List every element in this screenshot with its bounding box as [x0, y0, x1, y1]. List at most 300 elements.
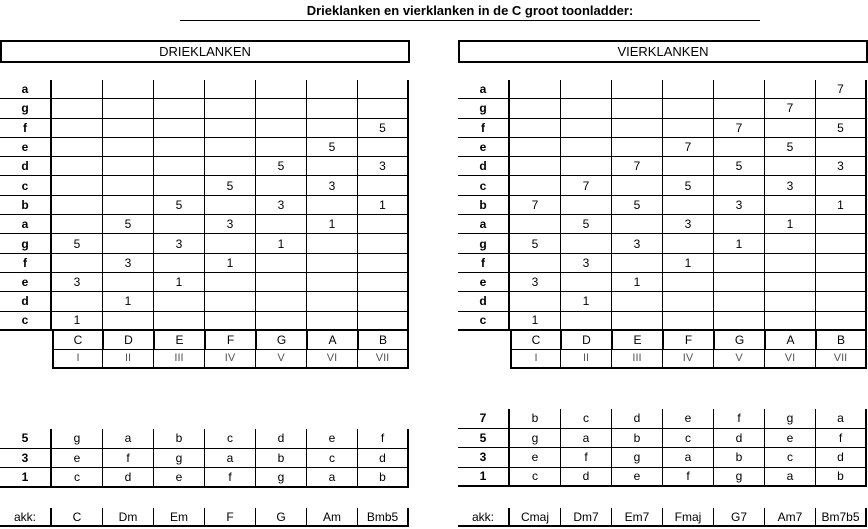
sevenths-interval-cell[interactable] — [816, 234, 867, 253]
sevenths-interval-cell[interactable] — [816, 215, 867, 234]
sevenths-interval-cell[interactable] — [612, 254, 663, 273]
triads-interval-cell[interactable] — [52, 215, 103, 234]
sevenths-interval-cell[interactable] — [561, 119, 612, 138]
sevenths-tone-note[interactable]: c — [663, 429, 714, 449]
triads-chord-name[interactable]: F — [205, 508, 256, 527]
sevenths-key-cell[interactable]: B — [816, 331, 867, 350]
sevenths-note-label[interactable]: d — [458, 157, 510, 176]
triads-note-label[interactable]: f — [0, 119, 52, 138]
triads-interval-cell[interactable]: 3 — [52, 273, 103, 292]
triads-interval-cell[interactable] — [307, 292, 358, 311]
triads-interval-cell[interactable] — [358, 292, 409, 311]
triads-interval-cell[interactable] — [52, 176, 103, 195]
triads-chord-name[interactable]: Bmb5 — [358, 508, 409, 527]
sevenths-degree-cell[interactable]: II — [561, 350, 612, 369]
sevenths-key-cell[interactable]: E — [612, 331, 663, 350]
sevenths-tone-note[interactable]: d — [612, 409, 663, 429]
triads-interval-cell[interactable] — [358, 234, 409, 253]
sevenths-note-label[interactable]: g — [458, 234, 510, 253]
triads-tone-note[interactable]: g — [256, 468, 307, 488]
sevenths-interval-cell[interactable] — [612, 176, 663, 195]
triads-note-label[interactable]: g — [0, 99, 52, 118]
sevenths-interval-cell[interactable] — [765, 292, 816, 311]
triads-note-label[interactable]: c — [0, 312, 52, 331]
sevenths-tone-note[interactable]: f — [714, 409, 765, 429]
sevenths-interval-cell[interactable]: 5 — [816, 119, 867, 138]
triads-interval-cell[interactable] — [205, 196, 256, 215]
triads-interval-cell[interactable] — [358, 176, 409, 195]
triads-interval-cell[interactable] — [154, 99, 205, 118]
sevenths-interval-cell[interactable] — [765, 273, 816, 292]
sevenths-chord-name[interactable]: Am7 — [765, 508, 816, 527]
sevenths-degree-cell[interactable]: VI — [765, 350, 816, 369]
triads-interval-cell[interactable] — [205, 273, 256, 292]
triads-chord-name[interactable]: Am — [307, 508, 358, 527]
sevenths-interval-cell[interactable] — [561, 234, 612, 253]
triads-degree-cell[interactable]: V — [256, 350, 307, 369]
sevenths-interval-cell[interactable] — [714, 292, 765, 311]
triads-key-cell[interactable]: A — [307, 331, 358, 350]
sevenths-interval-cell[interactable] — [663, 119, 714, 138]
sevenths-interval-cell[interactable]: 7 — [714, 119, 765, 138]
sevenths-key-cell[interactable]: C — [510, 331, 561, 350]
triads-interval-cell[interactable] — [103, 80, 154, 99]
sevenths-interval-cell[interactable] — [612, 119, 663, 138]
triads-key-cell[interactable]: B — [358, 331, 409, 350]
triads-tone-note[interactable]: c — [307, 449, 358, 469]
triads-interval-cell[interactable] — [154, 157, 205, 176]
sevenths-degree-cell[interactable]: IV — [663, 350, 714, 369]
triads-interval-cell[interactable] — [103, 157, 154, 176]
sevenths-interval-cell[interactable]: 3 — [765, 176, 816, 195]
triads-interval-cell[interactable]: 5 — [358, 119, 409, 138]
sevenths-interval-cell[interactable] — [816, 99, 867, 118]
sevenths-tone-note[interactable]: c — [510, 468, 561, 488]
sevenths-chord-name[interactable]: Bm7b5 — [816, 508, 867, 527]
triads-interval-cell[interactable]: 5 — [52, 234, 103, 253]
triads-tone-note[interactable]: g — [154, 449, 205, 469]
sevenths-interval-cell[interactable] — [510, 215, 561, 234]
triads-interval-cell[interactable] — [307, 80, 358, 99]
triads-note-label[interactable]: d — [0, 292, 52, 311]
triads-key-cell[interactable]: E — [154, 331, 205, 350]
sevenths-interval-cell[interactable] — [765, 119, 816, 138]
sevenths-interval-cell[interactable] — [510, 254, 561, 273]
sevenths-interval-cell[interactable] — [765, 234, 816, 253]
triads-key-cell[interactable]: F — [205, 331, 256, 350]
triads-interval-cell[interactable] — [103, 138, 154, 157]
sevenths-chord-label[interactable]: akk: — [458, 508, 510, 527]
triads-interval-cell[interactable] — [52, 138, 103, 157]
sevenths-interval-cell[interactable] — [510, 99, 561, 118]
triads-tone-note[interactable]: a — [205, 449, 256, 469]
triads-tone-note[interactable]: b — [256, 449, 307, 469]
triads-tone-note[interactable]: b — [154, 429, 205, 449]
triads-interval-cell[interactable] — [103, 99, 154, 118]
triads-interval-cell[interactable] — [103, 234, 154, 253]
triads-tone-note[interactable]: d — [358, 449, 409, 469]
sevenths-interval-cell[interactable] — [714, 138, 765, 157]
sevenths-tone-note[interactable]: b — [714, 448, 765, 468]
sevenths-interval-cell[interactable] — [561, 138, 612, 157]
triads-interval-cell[interactable] — [154, 254, 205, 273]
sevenths-interval-cell[interactable] — [816, 176, 867, 195]
sevenths-interval-cell[interactable] — [561, 273, 612, 292]
triads-interval-cell[interactable]: 5 — [103, 215, 154, 234]
sevenths-interval-cell[interactable]: 1 — [816, 196, 867, 215]
triads-note-label[interactable]: e — [0, 138, 52, 157]
sevenths-interval-cell[interactable] — [561, 99, 612, 118]
sevenths-tone-label[interactable]: 1 — [458, 468, 510, 488]
triads-interval-cell[interactable] — [154, 312, 205, 331]
triads-interval-cell[interactable] — [358, 80, 409, 99]
triads-tone-note[interactable]: d — [256, 429, 307, 449]
sevenths-chord-name[interactable]: Dm7 — [561, 508, 612, 527]
triads-interval-cell[interactable] — [154, 176, 205, 195]
sevenths-header[interactable]: VIERKLANKEN — [458, 40, 868, 63]
triads-interval-cell[interactable] — [307, 312, 358, 331]
triads-interval-cell[interactable]: 5 — [256, 157, 307, 176]
sevenths-interval-cell[interactable] — [714, 312, 765, 331]
sevenths-interval-cell[interactable] — [510, 138, 561, 157]
triads-degree-cell[interactable]: VII — [358, 350, 409, 369]
triads-interval-cell[interactable] — [52, 292, 103, 311]
sevenths-interval-cell[interactable]: 5 — [561, 215, 612, 234]
triads-interval-cell[interactable]: 1 — [256, 234, 307, 253]
sevenths-interval-cell[interactable] — [714, 176, 765, 195]
sevenths-interval-cell[interactable] — [612, 80, 663, 99]
sevenths-note-label[interactable]: e — [458, 273, 510, 292]
sevenths-interval-cell[interactable] — [510, 80, 561, 99]
triads-interval-cell[interactable] — [205, 312, 256, 331]
triads-degree-cell[interactable]: II — [103, 350, 154, 369]
sevenths-interval-cell[interactable] — [561, 157, 612, 176]
triads-interval-cell[interactable] — [205, 292, 256, 311]
triads-interval-cell[interactable] — [52, 157, 103, 176]
sevenths-interval-cell[interactable]: 3 — [714, 196, 765, 215]
sevenths-tone-label[interactable]: 3 — [458, 448, 510, 468]
triads-interval-cell[interactable] — [103, 196, 154, 215]
sevenths-degree-cell[interactable]: VII — [816, 350, 867, 369]
sevenths-interval-cell[interactable]: 1 — [510, 312, 561, 331]
triads-interval-cell[interactable] — [256, 292, 307, 311]
sevenths-note-label[interactable]: g — [458, 99, 510, 118]
sevenths-key-cell[interactable]: D — [561, 331, 612, 350]
sevenths-interval-cell[interactable] — [663, 80, 714, 99]
sevenths-tone-note[interactable]: e — [612, 468, 663, 488]
sevenths-interval-cell[interactable]: 1 — [561, 292, 612, 311]
triads-interval-cell[interactable]: 1 — [52, 312, 103, 331]
sevenths-interval-cell[interactable] — [510, 157, 561, 176]
triads-interval-cell[interactable] — [307, 157, 358, 176]
triads-interval-cell[interactable] — [154, 138, 205, 157]
sevenths-interval-cell[interactable] — [765, 312, 816, 331]
triads-interval-cell[interactable]: 1 — [205, 254, 256, 273]
sevenths-tone-note[interactable]: e — [663, 409, 714, 429]
sevenths-note-label[interactable]: c — [458, 312, 510, 331]
sevenths-interval-cell[interactable]: 3 — [561, 254, 612, 273]
sevenths-note-label[interactable]: d — [458, 292, 510, 311]
sevenths-interval-cell[interactable]: 5 — [714, 157, 765, 176]
triads-note-label[interactable]: d — [0, 157, 52, 176]
triads-interval-cell[interactable] — [358, 138, 409, 157]
sevenths-note-label[interactable]: e — [458, 138, 510, 157]
triads-interval-cell[interactable] — [307, 234, 358, 253]
triads-note-label[interactable]: a — [0, 215, 52, 234]
sevenths-interval-cell[interactable]: 1 — [663, 254, 714, 273]
sevenths-interval-cell[interactable] — [663, 157, 714, 176]
sevenths-interval-cell[interactable] — [612, 138, 663, 157]
triads-chord-name[interactable]: Dm — [103, 508, 154, 527]
sevenths-degree-cell[interactable]: V — [714, 350, 765, 369]
sevenths-interval-cell[interactable]: 5 — [510, 234, 561, 253]
sevenths-interval-cell[interactable] — [714, 273, 765, 292]
sevenths-interval-cell[interactable] — [561, 196, 612, 215]
triads-degree-cell[interactable]: VI — [307, 350, 358, 369]
triads-tone-note[interactable]: e — [154, 468, 205, 488]
sevenths-interval-cell[interactable]: 1 — [612, 273, 663, 292]
sevenths-tone-note[interactable]: c — [561, 409, 612, 429]
sevenths-note-label[interactable]: c — [458, 176, 510, 195]
sevenths-tone-note[interactable]: e — [765, 429, 816, 449]
sevenths-tone-note[interactable]: g — [714, 468, 765, 488]
triads-interval-cell[interactable] — [154, 215, 205, 234]
sevenths-chord-name[interactable]: G7 — [714, 508, 765, 527]
sevenths-tone-note[interactable]: d — [561, 468, 612, 488]
sevenths-interval-cell[interactable] — [561, 312, 612, 331]
triads-note-label[interactable]: b — [0, 196, 52, 215]
sevenths-interval-cell[interactable]: 1 — [765, 215, 816, 234]
sevenths-interval-cell[interactable]: 7 — [663, 138, 714, 157]
triads-interval-cell[interactable] — [205, 234, 256, 253]
sevenths-tone-label[interactable]: 7 — [458, 409, 510, 429]
triads-interval-cell[interactable] — [256, 254, 307, 273]
triads-degree-cell[interactable]: IV — [205, 350, 256, 369]
sevenths-note-label[interactable]: f — [458, 254, 510, 273]
sevenths-tone-note[interactable]: b — [816, 468, 867, 488]
triads-tone-note[interactable]: d — [103, 468, 154, 488]
sevenths-tone-note[interactable]: a — [663, 448, 714, 468]
sevenths-interval-cell[interactable]: 5 — [612, 196, 663, 215]
triads-note-label[interactable]: f — [0, 254, 52, 273]
sevenths-interval-cell[interactable] — [510, 292, 561, 311]
triads-tone-note[interactable]: f — [205, 468, 256, 488]
sevenths-tone-note[interactable]: g — [510, 429, 561, 449]
triads-chord-name[interactable]: G — [256, 508, 307, 527]
triads-interval-cell[interactable] — [256, 273, 307, 292]
triads-interval-cell[interactable] — [307, 99, 358, 118]
triads-interval-cell[interactable] — [358, 99, 409, 118]
sevenths-interval-cell[interactable] — [663, 196, 714, 215]
sevenths-chord-name[interactable]: Fmaj — [663, 508, 714, 527]
sevenths-interval-cell[interactable] — [714, 99, 765, 118]
triads-degree-cell[interactable]: I — [52, 350, 103, 369]
triads-interval-cell[interactable] — [307, 196, 358, 215]
sevenths-tone-label[interactable]: 5 — [458, 429, 510, 449]
sevenths-key-cell[interactable]: F — [663, 331, 714, 350]
triads-interval-cell[interactable] — [358, 215, 409, 234]
triads-interval-cell[interactable]: 3 — [256, 196, 307, 215]
triads-tone-note[interactable]: c — [205, 429, 256, 449]
triads-key-cell[interactable]: G — [256, 331, 307, 350]
sevenths-interval-cell[interactable] — [663, 99, 714, 118]
triads-interval-cell[interactable] — [205, 119, 256, 138]
sevenths-interval-cell[interactable] — [816, 292, 867, 311]
sevenths-key-cell[interactable]: G — [714, 331, 765, 350]
sevenths-interval-cell[interactable]: 7 — [816, 80, 867, 99]
triads-key-cell[interactable]: D — [103, 331, 154, 350]
sevenths-interval-cell[interactable]: 7 — [561, 176, 612, 195]
triads-interval-cell[interactable] — [205, 138, 256, 157]
triads-interval-cell[interactable]: 3 — [358, 157, 409, 176]
sevenths-interval-cell[interactable] — [612, 215, 663, 234]
sevenths-interval-cell[interactable] — [816, 312, 867, 331]
sevenths-interval-cell[interactable] — [612, 312, 663, 331]
sevenths-interval-cell[interactable] — [714, 254, 765, 273]
sevenths-interval-cell[interactable] — [612, 99, 663, 118]
triads-interval-cell[interactable]: 5 — [307, 138, 358, 157]
triads-tone-note[interactable]: a — [103, 429, 154, 449]
triads-note-label[interactable]: e — [0, 273, 52, 292]
sevenths-tone-note[interactable]: d — [816, 448, 867, 468]
triads-chord-name[interactable]: Em — [154, 508, 205, 527]
sevenths-degree-cell[interactable]: I — [510, 350, 561, 369]
triads-tone-note[interactable]: e — [307, 429, 358, 449]
triads-interval-cell[interactable] — [205, 99, 256, 118]
triads-interval-cell[interactable] — [154, 119, 205, 138]
sevenths-interval-cell[interactable] — [663, 234, 714, 253]
triads-tone-note[interactable]: a — [307, 468, 358, 488]
triads-interval-cell[interactable] — [307, 254, 358, 273]
sevenths-interval-cell[interactable] — [561, 80, 612, 99]
triads-interval-cell[interactable] — [103, 273, 154, 292]
sevenths-interval-cell[interactable]: 7 — [765, 99, 816, 118]
triads-interval-cell[interactable] — [256, 138, 307, 157]
triads-interval-cell[interactable]: 1 — [103, 292, 154, 311]
triads-tone-note[interactable]: c — [52, 468, 103, 488]
triads-tone-note[interactable]: b — [358, 468, 409, 488]
triads-interval-cell[interactable] — [52, 119, 103, 138]
triads-interval-cell[interactable] — [205, 157, 256, 176]
sevenths-tone-note[interactable]: g — [612, 448, 663, 468]
sevenths-interval-cell[interactable] — [663, 312, 714, 331]
sevenths-tone-note[interactable]: d — [714, 429, 765, 449]
sevenths-interval-cell[interactable] — [765, 157, 816, 176]
sevenths-interval-cell[interactable]: 5 — [663, 176, 714, 195]
triads-tone-note[interactable]: f — [103, 449, 154, 469]
sevenths-interval-cell[interactable] — [816, 273, 867, 292]
sevenths-interval-cell[interactable] — [510, 119, 561, 138]
triads-interval-cell[interactable] — [52, 196, 103, 215]
triads-interval-cell[interactable] — [205, 80, 256, 99]
triads-interval-cell[interactable]: 1 — [358, 196, 409, 215]
triads-key-cell[interactable]: C — [52, 331, 103, 350]
triads-interval-cell[interactable] — [256, 176, 307, 195]
triads-interval-cell[interactable]: 1 — [307, 215, 358, 234]
sevenths-interval-cell[interactable] — [816, 254, 867, 273]
triads-note-label[interactable]: a — [0, 80, 52, 99]
sevenths-interval-cell[interactable] — [714, 215, 765, 234]
sevenths-interval-cell[interactable] — [510, 176, 561, 195]
triads-degree-cell[interactable]: III — [154, 350, 205, 369]
sevenths-tone-note[interactable]: g — [765, 409, 816, 429]
triads-interval-cell[interactable]: 3 — [103, 254, 154, 273]
sevenths-degree-cell[interactable]: III — [612, 350, 663, 369]
triads-interval-cell[interactable]: 5 — [205, 176, 256, 195]
sevenths-tone-note[interactable]: f — [816, 429, 867, 449]
sevenths-interval-cell[interactable]: 3 — [510, 273, 561, 292]
triads-header[interactable]: DRIEKLANKEN — [0, 40, 410, 63]
sevenths-interval-cell[interactable] — [612, 292, 663, 311]
triads-interval-cell[interactable] — [256, 215, 307, 234]
sevenths-interval-cell[interactable] — [663, 292, 714, 311]
triads-interval-cell[interactable]: 1 — [154, 273, 205, 292]
sevenths-tone-note[interactable]: e — [510, 448, 561, 468]
sevenths-tone-note[interactable]: b — [612, 429, 663, 449]
triads-interval-cell[interactable] — [358, 273, 409, 292]
sevenths-interval-cell[interactable] — [765, 196, 816, 215]
sevenths-interval-cell[interactable]: 3 — [663, 215, 714, 234]
sevenths-interval-cell[interactable]: 7 — [510, 196, 561, 215]
sevenths-interval-cell[interactable]: 3 — [816, 157, 867, 176]
triads-note-label[interactable]: g — [0, 234, 52, 253]
triads-interval-cell[interactable] — [103, 119, 154, 138]
sevenths-chord-name[interactable]: Cmaj — [510, 508, 561, 527]
triads-interval-cell[interactable] — [154, 80, 205, 99]
triads-chord-name[interactable]: C — [52, 508, 103, 527]
triads-interval-cell[interactable] — [256, 99, 307, 118]
triads-interval-cell[interactable]: 3 — [154, 234, 205, 253]
sevenths-tone-note[interactable]: b — [510, 409, 561, 429]
sevenths-interval-cell[interactable]: 1 — [714, 234, 765, 253]
sevenths-interval-cell[interactable] — [714, 80, 765, 99]
triads-tone-note[interactable]: g — [52, 429, 103, 449]
sevenths-note-label[interactable]: a — [458, 215, 510, 234]
sevenths-interval-cell[interactable] — [663, 273, 714, 292]
sevenths-key-cell[interactable]: A — [765, 331, 816, 350]
sevenths-tone-note[interactable]: a — [765, 468, 816, 488]
sevenths-tone-note[interactable]: a — [816, 409, 867, 429]
triads-interval-cell[interactable]: 3 — [307, 176, 358, 195]
sevenths-note-label[interactable]: a — [458, 80, 510, 99]
triads-interval-cell[interactable] — [52, 254, 103, 273]
sevenths-interval-cell[interactable]: 5 — [765, 138, 816, 157]
triads-interval-cell[interactable]: 5 — [154, 196, 205, 215]
sevenths-interval-cell[interactable] — [816, 138, 867, 157]
sevenths-interval-cell[interactable] — [765, 80, 816, 99]
sevenths-interval-cell[interactable] — [765, 254, 816, 273]
sevenths-tone-note[interactable]: f — [663, 468, 714, 488]
triads-interval-cell[interactable] — [358, 312, 409, 331]
triads-chord-label[interactable]: akk: — [0, 508, 52, 527]
triads-interval-cell[interactable] — [307, 273, 358, 292]
sevenths-note-label[interactable]: f — [458, 119, 510, 138]
triads-interval-cell[interactable] — [256, 312, 307, 331]
sevenths-note-label[interactable]: b — [458, 196, 510, 215]
sevenths-tone-note[interactable]: a — [561, 429, 612, 449]
triads-tone-label[interactable]: 3 — [0, 449, 52, 469]
sevenths-tone-note[interactable]: c — [765, 448, 816, 468]
triads-interval-cell[interactable] — [154, 292, 205, 311]
triads-interval-cell[interactable] — [256, 80, 307, 99]
triads-note-label[interactable]: c — [0, 176, 52, 195]
sevenths-interval-cell[interactable]: 3 — [612, 234, 663, 253]
triads-interval-cell[interactable]: 3 — [205, 215, 256, 234]
triads-interval-cell[interactable] — [52, 99, 103, 118]
triads-interval-cell[interactable] — [103, 176, 154, 195]
triads-interval-cell[interactable] — [307, 119, 358, 138]
triads-tone-label[interactable]: 1 — [0, 468, 52, 488]
